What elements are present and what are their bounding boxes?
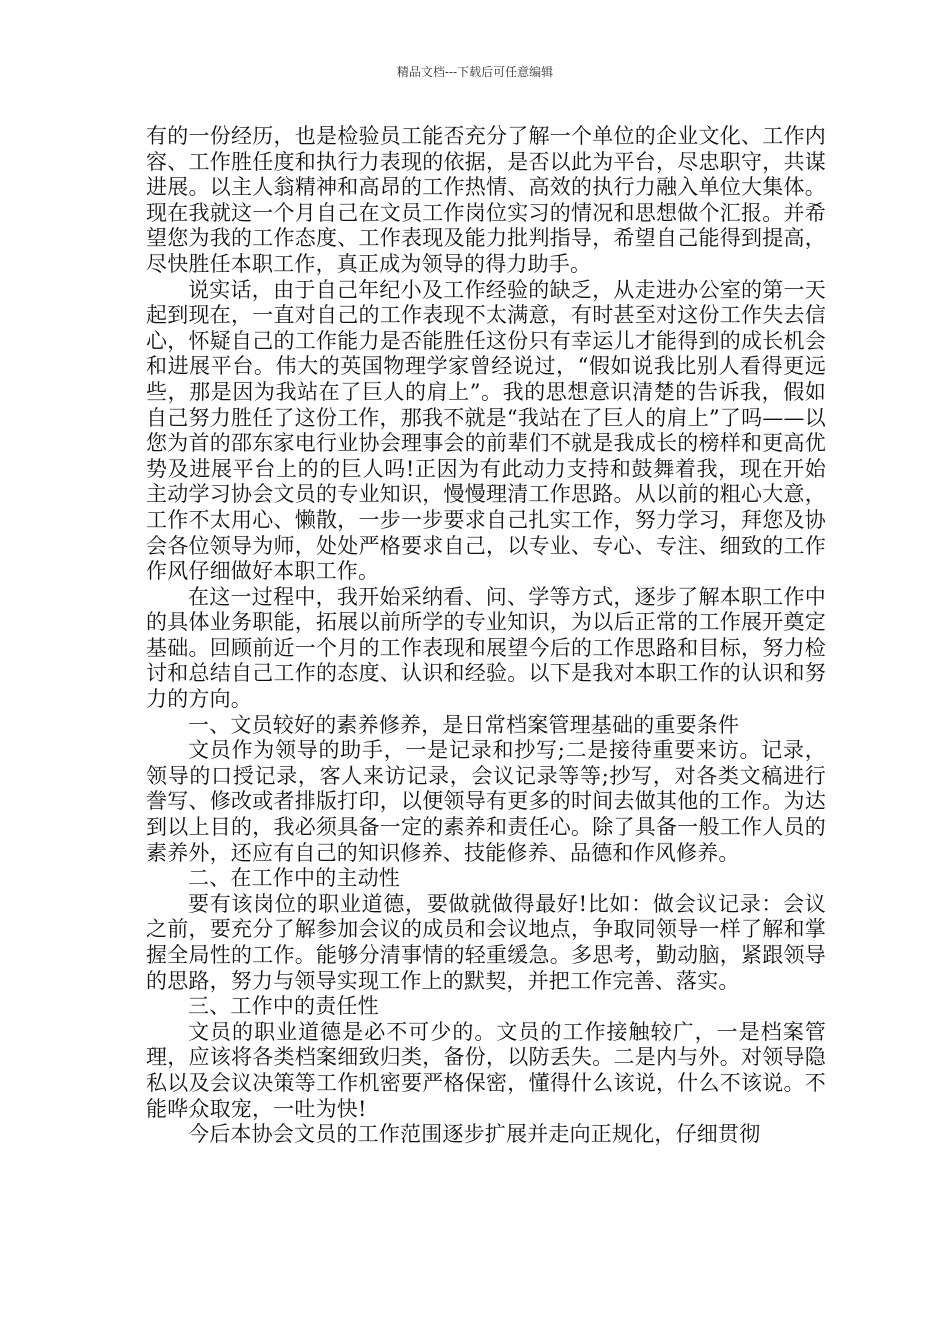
paragraph-4: 文员作为领导的助手，一是记录和抄写;二是接待重要来访。记录，领导的口授记录，客人来访记录，会议记录等等;抄写，对各类文稿进行誊写、修改或者排版打印，以便领导有更多的时间去做其他的工作。为达到以上目的，我必须具备一定的素养和责任心。除了具备一般工作人员的素养外，还应有自己的知识修养、技能修养、品德和作风修养。 <box>146 738 826 865</box>
document-body <box>146 124 826 1148</box>
paragraph-1: 有的一份经历，也是检验员工能否充分了解一个单位的企业文化、工作内容、工作胜任度和执行力表现的依据，是否以此为平台，尽忠职守，共谋进展。以主人翁精神和高昂的工作热情、高效的执行力融入单位大集体。现在我就这一个月自己在文员工作岗位实习的情况和思想做个汇报。并希望您为我的工作态度、工作表现及能力批判指导，希望自己能得到提高，尽快胜任本职工作，真正成为领导的得力助手。 <box>146 124 826 276</box>
paragraph-3: 在这一过程中，我开始采纳看、问、学等方式，逐步了解本职工作中的具体业务职能，拓展以前所学的专业知识，为以后正常的工作展开奠定基础。回顾前近一个月的工作表现和展望今后的工作思路和目标，努力检讨和总结自己工作的态度、认识和经验。以下是我对本职工作的认识和努力的方向。 <box>146 584 826 712</box>
paragraph-6: 文员的职业道德是必不可少的。文员的工作接触较广，一是档案管理，应该将各类档案细致归类，备份，以防丢失。二是内与外。对领导隐私以及会议决策等工作机密要严格保密，懂得什么该说，什么不该说。不能哗众取宠，一吐为快! <box>146 1019 826 1121</box>
section-heading-3: 三、工作中的责任性 <box>188 994 379 1019</box>
paragraph-2: 说实话，由于自己年纪小及工作经验的缺乏，从走进办公室的第一天起到现在，一直对自己的工作表现不太满意，有时甚至对这份工作失去信心，怀疑自己的工作能力是否能胜任这份只有幸运儿才能得到的成长机会和进展平台。伟大的英国物理学家曾经说过，“假如说我比别人看得更远些，那是因为我站在了巨人的肩上”。我的思想意识清楚的告诉我，假如自己努力胜任了这份工作，那我不就是“我站在了巨人的肩上”了吗——以您为首的邵东家电行业协会理事会的前辈们不就是我成长的榜样和更高优势及进展平台上的的巨人吗!正因为有此动力支持和鼓舞着我，现在开始主动学习协会文员的专业知识，慢慢理清工作思路。从以前的粗心大意，工作不太用心、懒散，一步一步要求自己扎实工作，努力学习，拜您及协会各位领导为师，处处严格要求自己，以专业、专心、专注、细致的工作作风仔细做好本职工作。 <box>146 277 826 584</box>
section-heading-2: 二、在工作中的主动性 <box>188 866 400 891</box>
paragraph-7: 今后本协会文员的工作范围逐步扩展并走向正规化，仔细贯彻 <box>188 1122 761 1147</box>
paragraph-5: 要有该岗位的职业道德，要做就做得最好!比如：做会议记录：会议之前，要充分了解参加会议的成员和会议地点，争取同领导一样了解和掌握全局性的工作。能够分清事情的轻重缓急。多思考，勤动脑，紧跟领导的思路，努力与领导实现工作上的默契，并把工作完善、落实。 <box>146 891 826 993</box>
page-header: 精品文档---下载后可任意编辑 <box>396 65 554 79</box>
section-heading-1: 一、文员较好的素养修养，是日常档案管理基础的重要条件 <box>188 712 740 737</box>
